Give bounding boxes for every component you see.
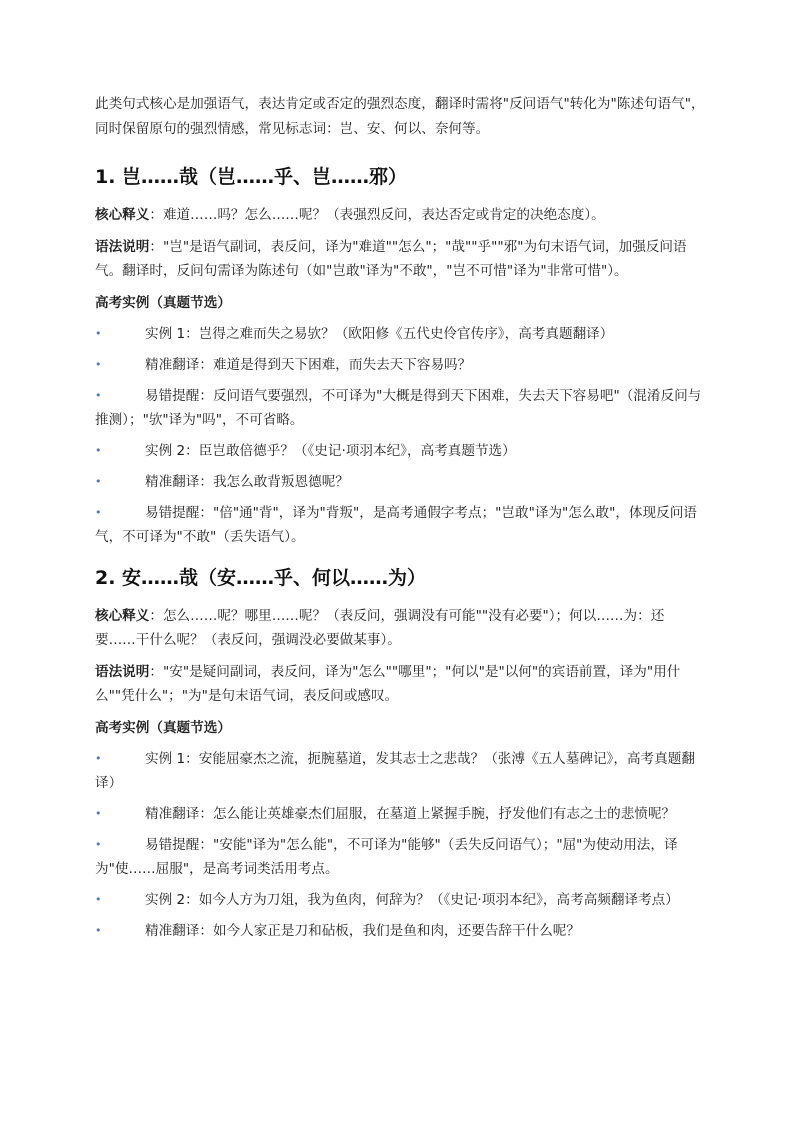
bullet-icon: • bbox=[95, 924, 102, 937]
bullet-icon: • bbox=[95, 893, 102, 906]
list-item: • 易错提醒："安能"译为"怎么能"，不可译为"能够"（丢失反问语气）；"屈"为使动用法，译为"使……屈服"，是高考词类活用考点。 bbox=[95, 833, 705, 881]
list-item: • 精准翻译：难道是得到天下困难，而失去天下容易吗？ bbox=[95, 353, 705, 377]
list-item: • 实例 1：岂得之难而失之易欤？（欧阳修《五代史伶官传序》，高考真题翻译） bbox=[95, 322, 705, 346]
core-meaning-label: 核心释义 bbox=[95, 207, 150, 223]
list-item: • 易错提醒：反问语气要强烈，不可译为"大概是得到天下困难，失去天下容易吧"（混淆反问与推测）；"欤"译为"吗"，不可省略。 bbox=[95, 384, 705, 432]
list-item: • 实例 1：安能屈豪杰之流，扼腕墓道，发其志士之悲哉？（张溥《五人墓碑记》，高考真题翻译） bbox=[95, 747, 705, 795]
section-1 bbox=[95, 164, 705, 549]
section-2 bbox=[95, 565, 705, 943]
grammar-text: ："安"是疑问副词，表反问，译为"怎么""哪里"；"何以"是"以何"的宾语前置，译为"用什么""凭什么"；"为"是句末语气词，表反问或感叹。 bbox=[95, 664, 681, 704]
section-2-core-meaning bbox=[95, 604, 705, 652]
bullet-icon: • bbox=[95, 327, 102, 340]
bullet-icon: • bbox=[95, 444, 102, 457]
list-item: • 精准翻译：我怎么敢背叛恩德呢？ bbox=[95, 470, 705, 494]
list-item: • 精准翻译：如今人家正是刀和砧板，我们是鱼和肉，还要告辞干什么呢？ bbox=[95, 919, 705, 943]
grammar-label: 语法说明 bbox=[95, 239, 150, 255]
bullet-icon: • bbox=[95, 807, 102, 820]
document-page bbox=[95, 0, 705, 943]
section-1-example-heading: 高考实例（真题节选） bbox=[95, 295, 231, 311]
section-1-heading: 1. 岂……哉（岂……乎、岂……邪） bbox=[95, 166, 408, 188]
bullet-icon: • bbox=[95, 838, 102, 851]
core-meaning-label: 核心释义 bbox=[95, 608, 150, 624]
bullet-icon: • bbox=[95, 475, 102, 488]
list-item: • 精准翻译：怎么能让英雄豪杰们屈服，在墓道上紧握手腕，抒发他们有志之士的悲愤呢？ bbox=[95, 802, 705, 826]
section-1-core-meaning bbox=[95, 203, 705, 227]
section-2-heading: 2. 安……哉（安……乎、何以……为） bbox=[95, 567, 427, 589]
section-2-example-list bbox=[95, 747, 705, 943]
section-2-grammar bbox=[95, 660, 705, 708]
list-item: • 实例 2：臣岂敢倍德乎？（《史记·项羽本纪》，高考真题节选） bbox=[95, 439, 705, 463]
section-1-grammar bbox=[95, 235, 705, 283]
bullet-icon: • bbox=[95, 506, 102, 519]
bullet-icon: • bbox=[95, 358, 102, 371]
bullet-icon: • bbox=[95, 752, 102, 765]
section-1-example-list bbox=[95, 322, 705, 549]
list-item: • 易错提醒："倍"通"背"，译为"背叛"，是高考通假字考点；"岂敢"译为"怎么敢"，体现反问语气，不可译为"不敢"（丢失语气）。 bbox=[95, 501, 705, 549]
section-2-example-heading: 高考实例（真题节选） bbox=[95, 720, 231, 736]
intro-paragraph: 此类句式核心是加强语气，表达肯定或否定的强烈态度，翻译时需将"反问语气"转化为"陈述句语气"，同时保留原句的强烈情感，常见标志词：岂、安、何以、奈何等。 bbox=[95, 96, 705, 137]
grammar-text: ："岂"是语气副词，表反问，译为"难道""怎么"；"哉""乎""邪"为句末语气词，加强反问语气。翻译时，反问句需译为陈述句（如"岂敢"译为"不敢"，"岂不可惜"译为"非常可惜"）。 bbox=[95, 239, 687, 279]
bullet-icon: • bbox=[95, 389, 102, 402]
core-meaning-text: ：难道……吗？怎么……呢？（表强烈反问，表达否定或肯定的决绝态度）。 bbox=[149, 207, 605, 223]
list-item: • 实例 2：如今人方为刀俎，我为鱼肉，何辞为？（《史记·项羽本纪》，高考高频翻译考点） bbox=[95, 888, 705, 912]
core-meaning-text: ：怎么……呢？哪里……呢？（表反问，强调没有可能""没有必要"）；何以……为：还要……干什么呢？（表反问，强调没必要做某事）。 bbox=[95, 608, 665, 648]
grammar-label: 语法说明 bbox=[95, 664, 150, 680]
